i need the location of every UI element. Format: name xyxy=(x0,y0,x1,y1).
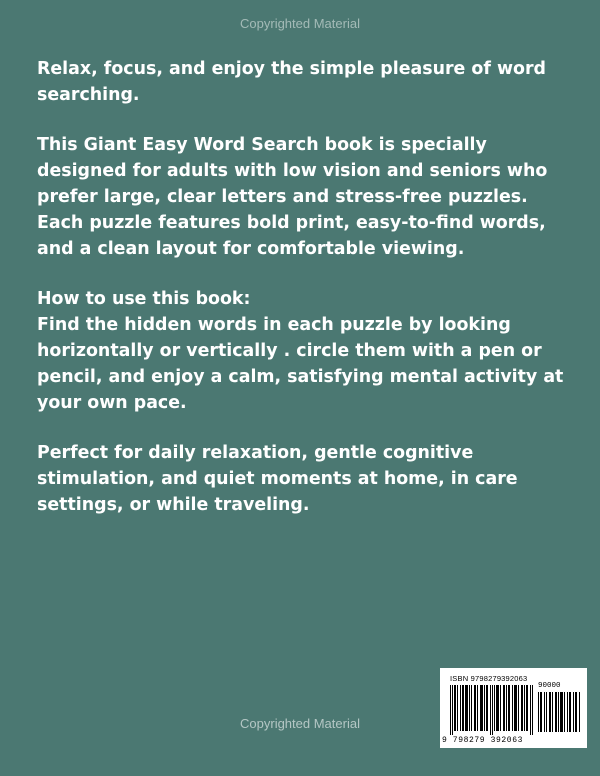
price-barcode-bars xyxy=(538,692,582,732)
closing-paragraph: Perfect for daily relaxation, gentle cognitive stimulation, and quiet moments at home, in care settings, or while traveling. xyxy=(37,443,518,515)
description-paragraph: This Giant Easy Word Search book is specially designed for adults with low vision and seniors who prefer large, clear letters and stress-free puzzles. Each puzzle features bold print, easy-to-find words, and a clean layout for comfortable viewing. xyxy=(37,135,548,259)
back-cover-text xyxy=(37,56,567,518)
price-code-label: 90000 xyxy=(538,682,561,690)
how-to-use-heading: How to use this book: xyxy=(37,289,251,309)
main-barcode-bars xyxy=(450,685,534,735)
how-to-use-body: Find the hidden words in each puzzle by looking horizontally or vertically . circle them with a pen or pencil, and enjoy a calm, satisfying mental activity at your own pace. xyxy=(37,315,564,413)
copyright-watermark-bottom: Copyrighted Material xyxy=(240,716,360,731)
copyright-watermark-top: Copyrighted Material xyxy=(240,16,360,31)
intro-paragraph: Relax, focus, and enjoy the simple pleasure of word searching. xyxy=(37,59,547,105)
how-to-use-section xyxy=(37,286,567,416)
isbn-digits: 9 798279 392063 xyxy=(442,736,524,745)
isbn-barcode xyxy=(440,668,587,748)
isbn-label: ISBN 9798279392063 xyxy=(450,674,528,683)
